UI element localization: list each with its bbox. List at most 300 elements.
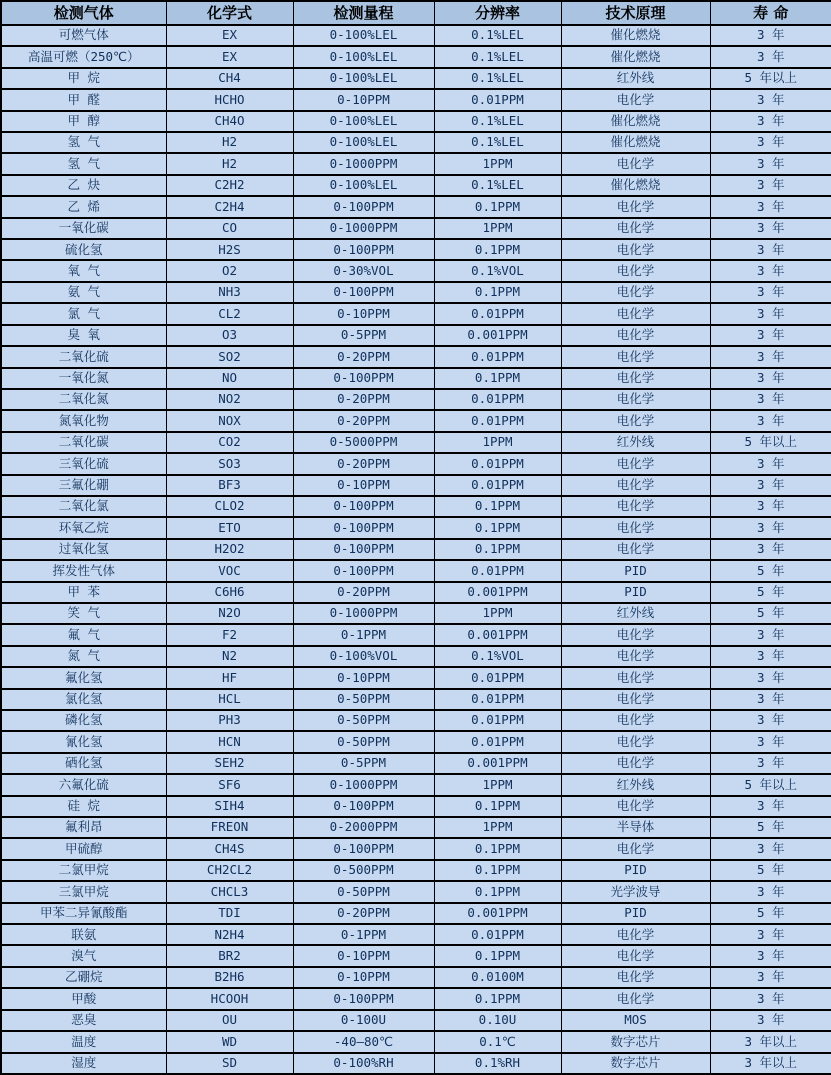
cell-formula: C6H6 [166, 582, 293, 603]
cell-gas: 硫化氢 [1, 239, 166, 260]
cell-life: 3 年 [710, 303, 831, 324]
cell-life: 3 年 [710, 945, 831, 966]
cell-formula: SF6 [166, 774, 293, 795]
cell-gas: 乙 炔 [1, 175, 166, 196]
table-row [1, 988, 831, 1009]
cell-formula: CL2 [166, 303, 293, 324]
table-body [1, 25, 831, 1074]
cell-formula: CO [166, 218, 293, 239]
cell-gas: 环氧乙烷 [1, 517, 166, 538]
cell-resolution: 0.01PPM [434, 89, 561, 110]
cell-life: 5 年以上 [710, 432, 831, 453]
cell-principle: 红外线 [561, 432, 710, 453]
cell-range: 0-20PPM [293, 453, 434, 474]
cell-principle: 电化学 [561, 796, 710, 817]
cell-formula: SO2 [166, 346, 293, 367]
cell-principle: 数字芯片 [561, 1053, 710, 1075]
cell-range: 0-10PPM [293, 967, 434, 988]
cell-range: 0-20PPM [293, 346, 434, 367]
cell-formula: OU [166, 1010, 293, 1031]
cell-resolution: 0.01PPM [434, 303, 561, 324]
cell-principle: 电化学 [561, 496, 710, 517]
cell-resolution: 0.1PPM [434, 239, 561, 260]
cell-range: 0-100%LEL [293, 68, 434, 89]
cell-formula: O2 [166, 260, 293, 281]
cell-range: 0-50PPM [293, 881, 434, 902]
table-row [1, 667, 831, 688]
cell-principle: 电化学 [561, 539, 710, 560]
table-row [1, 260, 831, 281]
cell-gas: 甲 烷 [1, 68, 166, 89]
cell-resolution: 0.01PPM [434, 731, 561, 752]
cell-life: 3 年以上 [710, 1031, 831, 1052]
cell-range: 0-100PPM [293, 988, 434, 1009]
table-row [1, 560, 831, 581]
cell-life: 5 年 [710, 903, 831, 924]
cell-formula: ETO [166, 517, 293, 538]
cell-life: 3 年 [710, 111, 831, 132]
table-row [1, 410, 831, 431]
cell-life: 3 年 [710, 25, 831, 46]
cell-life: 3 年 [710, 517, 831, 538]
cell-range: 0-100PPM [293, 796, 434, 817]
cell-formula: NOX [166, 410, 293, 431]
cell-formula: NH3 [166, 282, 293, 303]
cell-resolution: 0.01PPM [434, 667, 561, 688]
cell-life: 3 年 [710, 453, 831, 474]
cell-resolution: 0.01PPM [434, 389, 561, 410]
cell-principle: PID [561, 860, 710, 881]
cell-gas: 氟化氢 [1, 667, 166, 688]
cell-resolution: 0.1%LEL [434, 111, 561, 132]
cell-formula: VOC [166, 560, 293, 581]
cell-gas: 磷化氢 [1, 710, 166, 731]
cell-gas: 二氧化氮 [1, 389, 166, 410]
cell-principle: 电化学 [561, 517, 710, 538]
cell-gas: 溴气 [1, 945, 166, 966]
cell-principle: 催化燃烧 [561, 111, 710, 132]
table-row [1, 924, 831, 945]
cell-formula: H2 [166, 132, 293, 153]
cell-gas: 乙硼烷 [1, 967, 166, 988]
cell-gas: 氯 气 [1, 303, 166, 324]
cell-range: 0-100PPM [293, 282, 434, 303]
column-header-life: 寿 命 [710, 1, 831, 25]
cell-gas: 氢 气 [1, 153, 166, 174]
cell-principle: 电化学 [561, 196, 710, 217]
cell-formula: HCOOH [166, 988, 293, 1009]
table-row [1, 838, 831, 859]
cell-resolution: 0.1PPM [434, 881, 561, 902]
cell-range: 0-10PPM [293, 667, 434, 688]
cell-resolution: 0.1PPM [434, 196, 561, 217]
column-header-principle: 技术原理 [561, 1, 710, 25]
column-header-range: 检测量程 [293, 1, 434, 25]
cell-principle: 电化学 [561, 988, 710, 1009]
cell-formula: C2H2 [166, 175, 293, 196]
cell-gas: 氰化氢 [1, 731, 166, 752]
cell-resolution: 0.001PPM [434, 903, 561, 924]
cell-range: 0-100%LEL [293, 111, 434, 132]
cell-gas: 硅 烷 [1, 796, 166, 817]
cell-life: 3 年 [710, 731, 831, 752]
cell-principle: 催化燃烧 [561, 25, 710, 46]
cell-gas: 联氨 [1, 924, 166, 945]
table-row [1, 282, 831, 303]
table-row [1, 389, 831, 410]
cell-principle: 催化燃烧 [561, 175, 710, 196]
cell-gas: 氮氧化物 [1, 410, 166, 431]
cell-formula: TDI [166, 903, 293, 924]
cell-gas: 甲 苯 [1, 582, 166, 603]
table-row [1, 753, 831, 774]
cell-resolution: 1PPM [434, 432, 561, 453]
cell-principle: 电化学 [561, 89, 710, 110]
cell-range: 0-1000PPM [293, 153, 434, 174]
cell-range: 0-50PPM [293, 710, 434, 731]
table-row [1, 68, 831, 89]
cell-principle: PID [561, 560, 710, 581]
cell-principle: 电化学 [561, 689, 710, 710]
cell-range: 0-1000PPM [293, 774, 434, 795]
table-row [1, 475, 831, 496]
cell-formula: CO2 [166, 432, 293, 453]
cell-formula: WD [166, 1031, 293, 1052]
table-row [1, 346, 831, 367]
cell-range: 0-10PPM [293, 89, 434, 110]
cell-gas: 二氧化氯 [1, 496, 166, 517]
cell-life: 3 年 [710, 89, 831, 110]
column-header-formula: 化学式 [166, 1, 293, 25]
table-row [1, 1053, 831, 1075]
cell-range: 0-30%VOL [293, 260, 434, 281]
cell-formula: NO [166, 368, 293, 389]
cell-range: 0-5PPM [293, 325, 434, 346]
table-row [1, 218, 831, 239]
cell-gas: 可燃气体 [1, 25, 166, 46]
cell-life: 5 年 [710, 860, 831, 881]
cell-gas: 二氧化硫 [1, 346, 166, 367]
cell-resolution: 0.1%LEL [434, 132, 561, 153]
cell-gas: 硒化氢 [1, 753, 166, 774]
cell-range: 0-100%LEL [293, 46, 434, 67]
cell-principle: 电化学 [561, 303, 710, 324]
cell-principle: 电化学 [561, 368, 710, 389]
cell-gas: 甲硫醇 [1, 838, 166, 859]
cell-gas: 氯化氢 [1, 689, 166, 710]
cell-formula: H2O2 [166, 539, 293, 560]
column-header-gas: 检测气体 [1, 1, 166, 25]
cell-formula: B2H6 [166, 967, 293, 988]
table-row [1, 196, 831, 217]
cell-resolution: 0.1PPM [434, 282, 561, 303]
cell-resolution: 0.001PPM [434, 325, 561, 346]
cell-range: 0-1000PPM [293, 218, 434, 239]
cell-principle: 红外线 [561, 68, 710, 89]
table-row [1, 689, 831, 710]
cell-range: 0-100%LEL [293, 132, 434, 153]
cell-range: 0-1000PPM [293, 603, 434, 624]
cell-resolution: 0.001PPM [434, 753, 561, 774]
cell-principle: 电化学 [561, 967, 710, 988]
cell-principle: 电化学 [561, 753, 710, 774]
cell-formula: EX [166, 46, 293, 67]
table-row [1, 603, 831, 624]
cell-formula: PH3 [166, 710, 293, 731]
table-row [1, 132, 831, 153]
cell-life: 3 年 [710, 346, 831, 367]
cell-resolution: 0.0100M [434, 967, 561, 988]
cell-life: 3 年 [710, 325, 831, 346]
cell-life: 3 年 [710, 689, 831, 710]
cell-gas: 氨 气 [1, 282, 166, 303]
cell-life: 3 年 [710, 282, 831, 303]
cell-formula: HCHO [166, 89, 293, 110]
cell-formula: NO2 [166, 389, 293, 410]
cell-principle: 电化学 [561, 453, 710, 474]
cell-life: 5 年以上 [710, 68, 831, 89]
cell-formula: SD [166, 1053, 293, 1075]
cell-gas: 笑 气 [1, 603, 166, 624]
cell-range: 0-100PPM [293, 539, 434, 560]
cell-resolution: 0.01PPM [434, 346, 561, 367]
cell-range: 0-100PPM [293, 239, 434, 260]
cell-gas: 一氧化氮 [1, 368, 166, 389]
cell-principle: 电化学 [561, 153, 710, 174]
table-row [1, 175, 831, 196]
cell-resolution: 0.1%LEL [434, 68, 561, 89]
cell-gas: 温度 [1, 1031, 166, 1052]
cell-formula: SEH2 [166, 753, 293, 774]
table-row [1, 945, 831, 966]
cell-gas: 臭 氧 [1, 325, 166, 346]
cell-principle: 催化燃烧 [561, 46, 710, 67]
cell-gas: 甲苯二异氰酸酯 [1, 903, 166, 924]
cell-life: 3 年 [710, 967, 831, 988]
table-row [1, 111, 831, 132]
cell-resolution: 0.01PPM [434, 410, 561, 431]
table-row [1, 881, 831, 902]
cell-gas: 三氟化硼 [1, 475, 166, 496]
cell-range: 0-20PPM [293, 389, 434, 410]
table-row [1, 517, 831, 538]
cell-resolution: 1PPM [434, 153, 561, 174]
cell-resolution: 0.1%VOL [434, 646, 561, 667]
cell-resolution: 0.10U [434, 1010, 561, 1031]
cell-resolution: 0.001PPM [434, 582, 561, 603]
cell-formula: CH4O [166, 111, 293, 132]
cell-resolution: 0.1PPM [434, 517, 561, 538]
cell-gas: 高温可燃（250℃） [1, 46, 166, 67]
cell-range: 0-5PPM [293, 753, 434, 774]
table-header [1, 1, 831, 25]
cell-gas: 过氧化氢 [1, 539, 166, 560]
cell-formula: C2H4 [166, 196, 293, 217]
cell-formula: O3 [166, 325, 293, 346]
table-row [1, 967, 831, 988]
cell-principle: 电化学 [561, 924, 710, 945]
cell-life: 3 年 [710, 132, 831, 153]
table-row [1, 239, 831, 260]
table-row [1, 582, 831, 603]
cell-range: 0-100PPM [293, 496, 434, 517]
cell-principle: 光学波导 [561, 881, 710, 902]
cell-resolution: 0.1PPM [434, 496, 561, 517]
cell-range: 0-100PPM [293, 560, 434, 581]
cell-principle: 电化学 [561, 945, 710, 966]
cell-range: 0-100%VOL [293, 646, 434, 667]
cell-principle: 电化学 [561, 731, 710, 752]
cell-principle: 电化学 [561, 282, 710, 303]
cell-life: 3 年 [710, 153, 831, 174]
table-row [1, 453, 831, 474]
cell-range: 0-100PPM [293, 368, 434, 389]
cell-life: 3 年 [710, 796, 831, 817]
cell-life: 3 年 [710, 624, 831, 645]
cell-formula: EX [166, 25, 293, 46]
cell-life: 3 年 [710, 260, 831, 281]
cell-principle: 电化学 [561, 838, 710, 859]
cell-principle: 电化学 [561, 646, 710, 667]
table-row [1, 903, 831, 924]
table-row [1, 153, 831, 174]
table-row [1, 1031, 831, 1052]
cell-principle: 电化学 [561, 325, 710, 346]
cell-formula: H2S [166, 239, 293, 260]
cell-formula: CHCL3 [166, 881, 293, 902]
cell-resolution: 0.01PPM [434, 453, 561, 474]
table-row [1, 303, 831, 324]
cell-gas: 湿度 [1, 1053, 166, 1075]
cell-life: 3 年 [710, 389, 831, 410]
table-row [1, 646, 831, 667]
cell-life: 5 年 [710, 582, 831, 603]
cell-range: 0-20PPM [293, 582, 434, 603]
cell-formula: CH2CL2 [166, 860, 293, 881]
cell-range: 0-100%LEL [293, 25, 434, 46]
cell-formula: HF [166, 667, 293, 688]
cell-resolution: 0.01PPM [434, 475, 561, 496]
cell-formula: CH4 [166, 68, 293, 89]
table-row [1, 860, 831, 881]
cell-resolution: 1PPM [434, 218, 561, 239]
cell-gas: 氮 气 [1, 646, 166, 667]
cell-resolution: 0.01PPM [434, 689, 561, 710]
cell-range: 0-20PPM [293, 410, 434, 431]
table-row [1, 731, 831, 752]
cell-life: 3 年 [710, 196, 831, 217]
table-row [1, 774, 831, 795]
cell-life: 3 年 [710, 988, 831, 1009]
cell-life: 3 年 [710, 753, 831, 774]
cell-resolution: 0.1PPM [434, 860, 561, 881]
cell-range: 0-2000PPM [293, 817, 434, 838]
table-row [1, 46, 831, 67]
cell-life: 3 年 [710, 838, 831, 859]
cell-formula: H2 [166, 153, 293, 174]
cell-principle: 电化学 [561, 475, 710, 496]
cell-life: 5 年 [710, 817, 831, 838]
table-row [1, 539, 831, 560]
cell-range: 0-100U [293, 1010, 434, 1031]
cell-gas: 三氧化硫 [1, 453, 166, 474]
cell-formula: CH4S [166, 838, 293, 859]
cell-gas: 六氟化硫 [1, 774, 166, 795]
cell-life: 5 年以上 [710, 774, 831, 795]
cell-range: 0-100PPM [293, 196, 434, 217]
cell-life: 3 年以上 [710, 1053, 831, 1075]
cell-gas: 三氯甲烷 [1, 881, 166, 902]
cell-gas: 二氧化碳 [1, 432, 166, 453]
cell-life: 3 年 [710, 881, 831, 902]
cell-resolution: 0.1PPM [434, 838, 561, 859]
cell-range: 0-1PPM [293, 624, 434, 645]
cell-formula: HCL [166, 689, 293, 710]
cell-formula: N2 [166, 646, 293, 667]
cell-principle: PID [561, 903, 710, 924]
cell-range: 0-50PPM [293, 731, 434, 752]
cell-formula: SIH4 [166, 796, 293, 817]
cell-gas: 挥发性气体 [1, 560, 166, 581]
cell-range: 0-100%RH [293, 1053, 434, 1075]
cell-life: 3 年 [710, 710, 831, 731]
cell-life: 3 年 [710, 667, 831, 688]
cell-life: 3 年 [710, 1010, 831, 1031]
table-row [1, 817, 831, 838]
cell-principle: 电化学 [561, 667, 710, 688]
cell-principle: 电化学 [561, 346, 710, 367]
cell-resolution: 0.1PPM [434, 539, 561, 560]
cell-gas: 甲 醇 [1, 111, 166, 132]
cell-gas: 一氧化碳 [1, 218, 166, 239]
cell-life: 3 年 [710, 539, 831, 560]
cell-gas: 氟利昂 [1, 817, 166, 838]
table-row [1, 1010, 831, 1031]
cell-formula: N2H4 [166, 924, 293, 945]
cell-resolution: 1PPM [434, 817, 561, 838]
cell-life: 3 年 [710, 496, 831, 517]
cell-range: 0-50PPM [293, 689, 434, 710]
cell-formula: BR2 [166, 945, 293, 966]
cell-principle: MOS [561, 1010, 710, 1031]
cell-resolution: 1PPM [434, 774, 561, 795]
cell-formula: SO3 [166, 453, 293, 474]
cell-principle: 电化学 [561, 218, 710, 239]
cell-range: 0-500PPM [293, 860, 434, 881]
cell-resolution: 0.01PPM [434, 560, 561, 581]
table-row [1, 796, 831, 817]
cell-resolution: 0.1%LEL [434, 46, 561, 67]
cell-resolution: 0.01PPM [434, 710, 561, 731]
cell-gas: 氧 气 [1, 260, 166, 281]
cell-formula: CLO2 [166, 496, 293, 517]
cell-range: 0-100%LEL [293, 175, 434, 196]
cell-life: 3 年 [710, 475, 831, 496]
cell-principle: 电化学 [561, 239, 710, 260]
cell-gas: 二氯甲烷 [1, 860, 166, 881]
cell-gas: 氢 气 [1, 132, 166, 153]
cell-range: 0-10PPM [293, 475, 434, 496]
cell-principle: 半导体 [561, 817, 710, 838]
cell-formula: BF3 [166, 475, 293, 496]
cell-life: 3 年 [710, 646, 831, 667]
cell-gas: 乙 烯 [1, 196, 166, 217]
cell-resolution: 0.1PPM [434, 368, 561, 389]
cell-range: 0-100PPM [293, 517, 434, 538]
cell-life: 3 年 [710, 410, 831, 431]
cell-formula: N2O [166, 603, 293, 624]
cell-resolution: 0.1%LEL [434, 175, 561, 196]
